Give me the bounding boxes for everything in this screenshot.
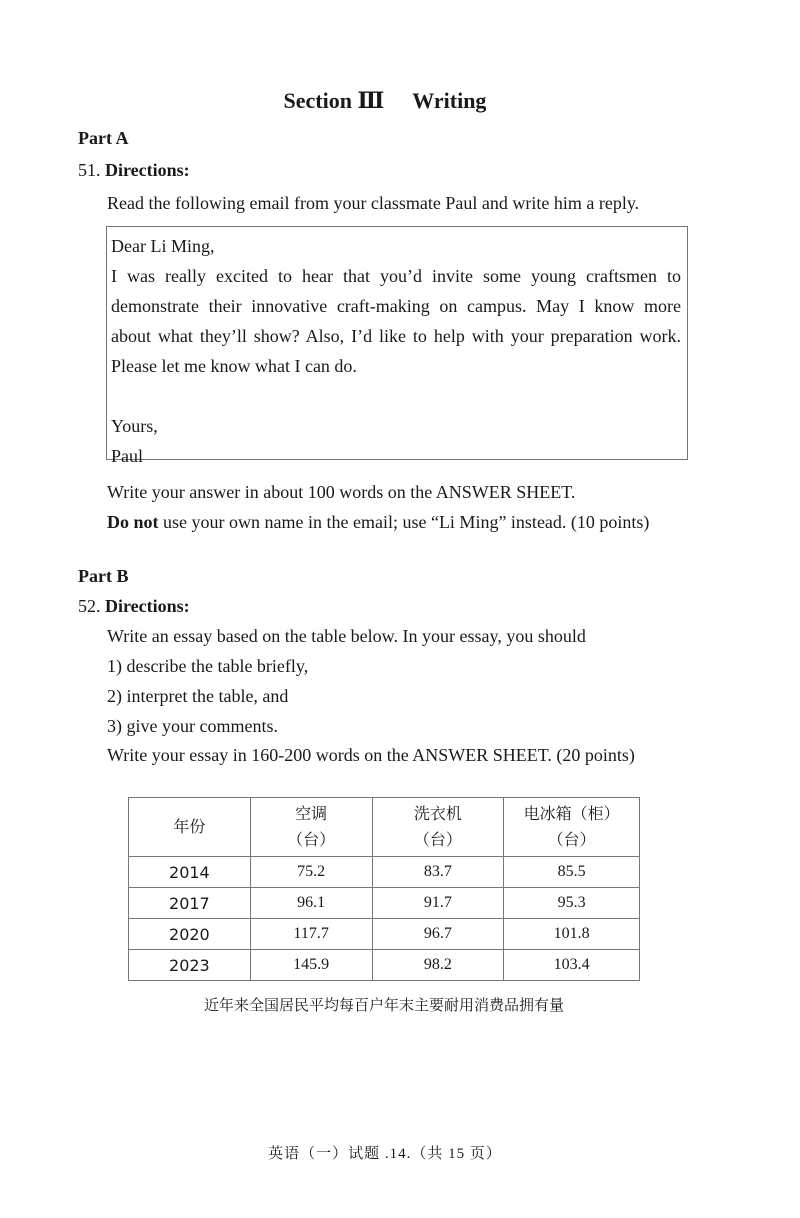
- part-a-requirement: Write your answer in about 100 words on the ANSWER SHEET.: [107, 482, 576, 502]
- question-51-header: [78, 160, 190, 181]
- cell-value: 117.7: [250, 919, 372, 950]
- cell-year: 2020: [129, 919, 251, 950]
- part-b-intro: Write an essay based on the table below. In your essay, you should: [107, 626, 586, 646]
- cell-year: 2014: [129, 857, 251, 888]
- part-b-requirement: Write your essay in 160-200 words on the ANSWER SHEET. (20 points): [107, 745, 635, 765]
- table-row: [129, 888, 640, 919]
- note-text: use your own name in the email; use “Li Ming” instead. (10 points): [158, 512, 650, 532]
- header-label: 洗衣机: [413, 804, 462, 823]
- table-header-row: [129, 798, 640, 857]
- table-row: [129, 950, 640, 981]
- header-fridge: [504, 798, 640, 857]
- section-name: Writing: [412, 88, 487, 113]
- page-footer: 英语（一）试题 .14.（共 15 页）: [268, 1146, 502, 1162]
- header-washer: [372, 798, 504, 857]
- task-item: 2) interpret the table, and: [107, 686, 289, 706]
- cell-value: 75.2: [250, 857, 372, 888]
- question-number: 52.: [78, 596, 101, 616]
- email-greeting: Dear Li Ming,: [111, 236, 215, 256]
- section-title: [0, 88, 770, 114]
- part-b-label: Part B: [78, 566, 129, 586]
- note-bold: Do not: [107, 512, 159, 532]
- cell-value: 91.7: [372, 888, 504, 919]
- task-item: 1) describe the table briefly,: [107, 656, 309, 676]
- directions-label: Directions:: [105, 596, 190, 616]
- part-a-label: Part A: [78, 128, 129, 148]
- cell-value: 101.8: [504, 919, 640, 950]
- table-row: [129, 919, 640, 950]
- part-a-note: [107, 512, 649, 533]
- email-body-line: Please let me know what I can do.: [111, 356, 357, 376]
- email-body-line: about what they’ll show? Also, I’d like to help with your preparation work.: [111, 326, 681, 346]
- email-body-line: I was really excited to hear that you’d invite some young craftsmen to: [111, 266, 681, 286]
- cell-value: 98.2: [372, 950, 504, 981]
- question-52-header: [78, 596, 190, 617]
- header-label: 电冰箱（柜）: [523, 804, 620, 823]
- table-caption: 近年来全国居民平均每百户年末主要耐用消费品拥有量: [203, 996, 564, 1014]
- directions-label: Directions:: [105, 160, 190, 180]
- email-signature: Paul: [111, 446, 144, 466]
- header-ac: [250, 798, 372, 857]
- header-label: 年份: [173, 817, 206, 836]
- cell-value: 145.9: [250, 950, 372, 981]
- cell-value: 103.4: [504, 950, 640, 981]
- header-year: [129, 798, 251, 857]
- table-row: [129, 857, 640, 888]
- header-unit: （台）: [413, 830, 462, 849]
- cell-year: 2023: [129, 950, 251, 981]
- question-number: 51.: [78, 160, 101, 180]
- section-number: Section Ⅲ: [283, 88, 385, 113]
- email-closing: Yours,: [111, 416, 158, 436]
- email-body-line: demonstrate their innovative craft-making on campus. May I know more: [111, 296, 681, 316]
- header-unit: （台）: [287, 830, 336, 849]
- header-label: 空调: [295, 804, 328, 823]
- header-unit: （台）: [547, 830, 596, 849]
- cell-year: 2017: [129, 888, 251, 919]
- cell-value: 95.3: [504, 888, 640, 919]
- cell-value: 96.7: [372, 919, 504, 950]
- cell-value: 85.5: [504, 857, 640, 888]
- task-item: 3) give your comments.: [107, 716, 278, 736]
- cell-value: 83.7: [372, 857, 504, 888]
- email-box: [106, 226, 688, 466]
- part-a-instruction: Read the following email from your classmate Paul and write him a reply.: [107, 193, 640, 213]
- data-table: [128, 797, 640, 981]
- cell-value: 96.1: [250, 888, 372, 919]
